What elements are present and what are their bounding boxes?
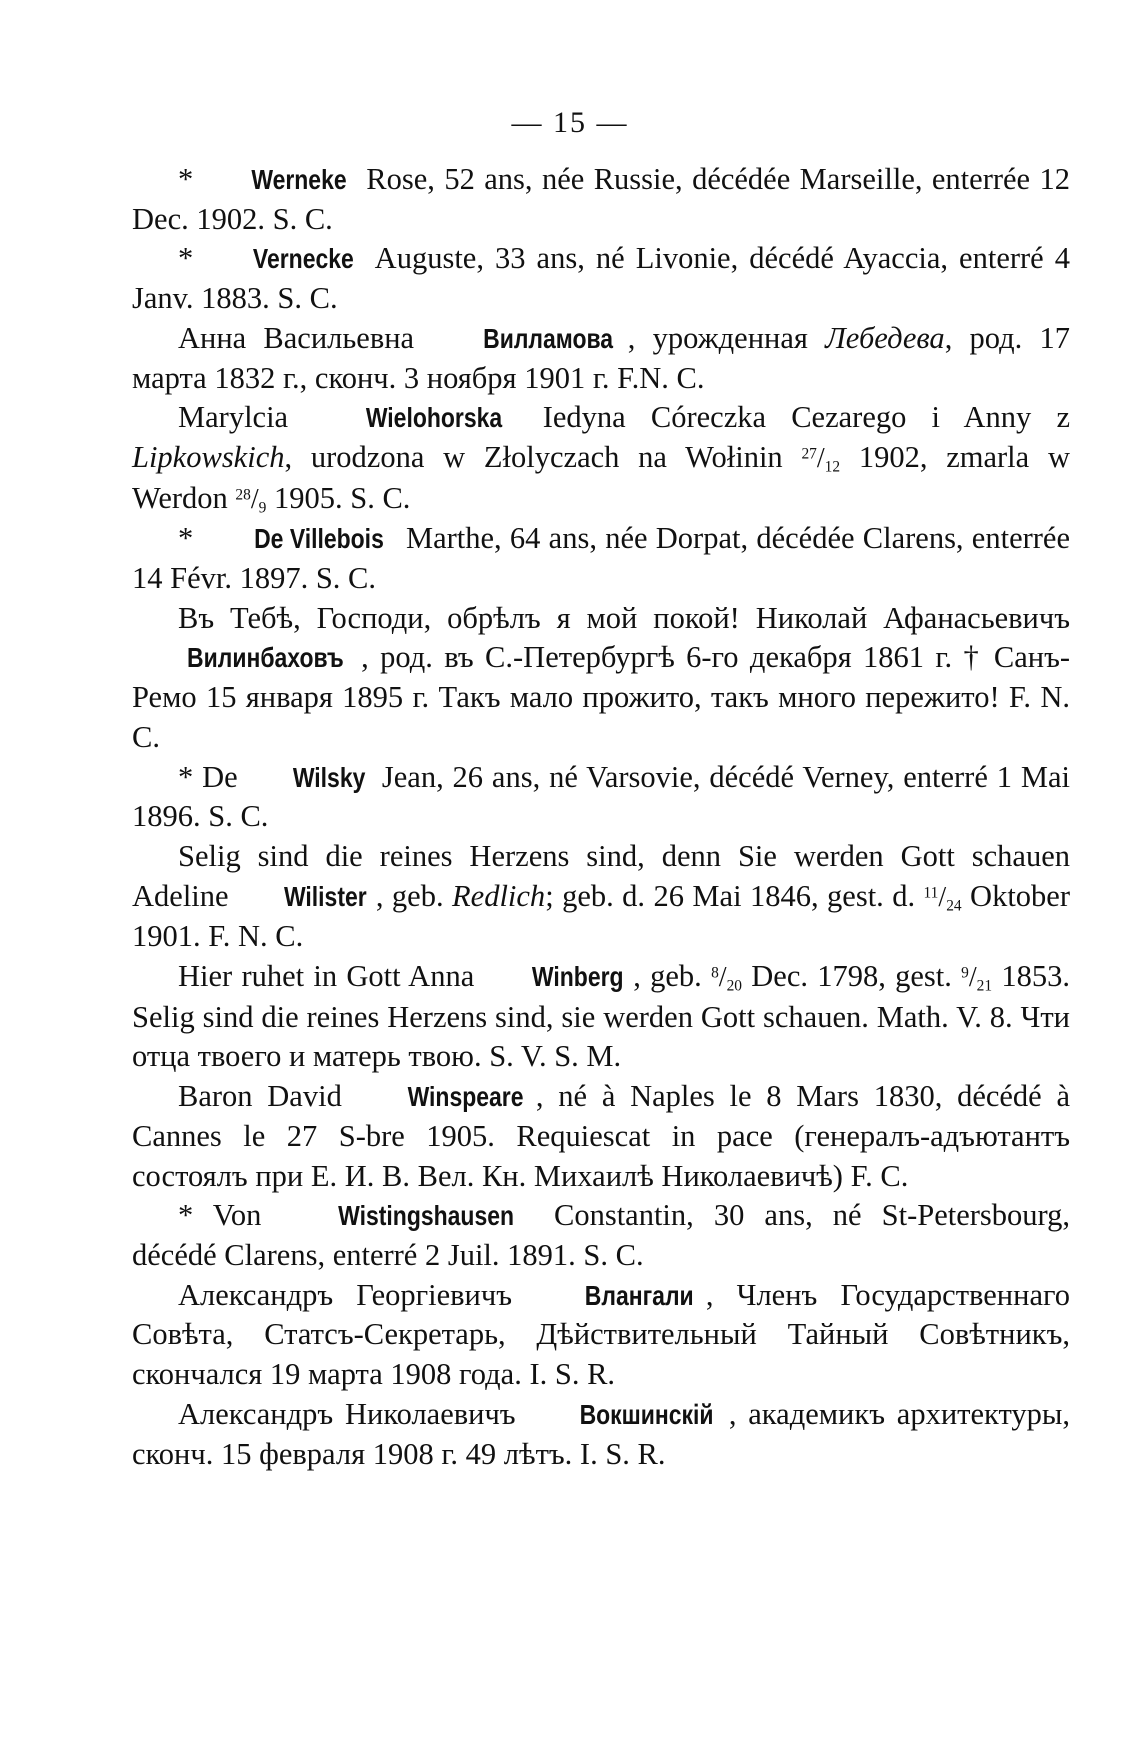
entry-prefix: * De [178,759,247,794]
entry-prefix: * [178,162,203,196]
surname: Vernecke [253,243,355,275]
surname: Влангали [584,1279,694,1311]
surname: Wistingshausen [338,1200,515,1232]
entry-wilister [132,837,1070,957]
entry-text: , академикъ архитектуры, сконч. 15 февраля 1908 г. 49 лѣтъ. I. S. R. [132,1396,1070,1471]
entry-wilsky [132,758,1070,837]
date-fraction: $^{27}/_{12}$ [801,442,841,476]
entry-text: Marthe, 64 ans, née Dorpat, décédée Clarens, enterrée 14 Févr. 1897. S. C. [132,521,1070,596]
entry-prefix: Selig sind die reines Herzens sind, denn Sie werden Gott schauen Adeline [132,838,1070,913]
entry-wistingshausen [132,1196,1070,1275]
maiden-name: Лебедева [825,320,945,355]
entry-text-3: 1853. Selig sind die reines Herzens sind, sie werden Gott schauen. Math. V. 8. Чти отца твоего и матерь твою. S. V. S. M. [132,959,1070,1074]
surname: Winberg [531,961,624,993]
entry-text: Jean, 26 ans, né Varsovie, décédé Verney, enterré 1 Mai 1896. S. C. [132,759,1070,834]
entry-wielohorska [132,398,1070,519]
maiden-name: Redlich [452,878,546,913]
date-fraction: $^{11}/_{24}$ [923,881,962,915]
entry-text: , урожденная [627,320,826,355]
entry-prefix: Анна Васильевна [178,320,432,355]
date-fraction: $^{28}/_9$ [235,483,267,517]
entry-prefix: Александръ Георгіевичъ [178,1277,536,1312]
maiden-name: Lipkowskich [132,439,285,474]
entry-text: , Членъ Государственнаго Совѣта, Статсъ-Секретарь, Дѣйствительный Тайный Совѣтникъ, скончался 19 марта 1908 года. I. S. R. [132,1277,1070,1392]
entry-text: , geb. [375,878,453,913]
entry-winberg [132,957,1070,1077]
surname: Wilister [283,880,367,912]
entry-text-2: , род. 17 марта 1832 г., сконч. 3 ноября 1901 г. F.N. C. [132,320,1070,395]
date-fraction: $^9/_{21}$ [961,962,993,995]
entry-prefix: Александръ Николаевичъ [178,1396,528,1431]
entry-de-villebois [132,519,1070,598]
entry-vernecke [132,239,1070,318]
surname: Вилинбаховъ [187,642,344,674]
entry-prefix: Hier ruhet in Gott Anna [178,959,484,994]
entry-villamova [132,319,1070,398]
entry-prefix: Въ Тебѣ, Господи, обрѣлъ я мой покой! Николай Афанасьевичъ [178,600,1070,635]
surname: Wielohorska [366,402,503,434]
surname: Winspeare [407,1081,524,1113]
page-number: — 15 — [511,106,629,139]
entry-vokshinsky [132,1395,1070,1474]
entry-werneke [132,160,1070,239]
entry-text: Constantin, 30 ans, né St-Petersbourg, décédé Clarens, enterré 2 Juil. 1891. S. C. [132,1198,1071,1272]
entry-prefix: * [178,241,205,276]
entry-text: , род. въ С.-Петербургѣ 6-го декабря 1861 г. † Санъ-Ремо 15 января 1895 г. Такъ мало прожито, такъ много пережито! F. N. C. [132,640,1070,754]
obituary-list [132,160,1070,1474]
entry-text-3: 1902, zmarla w Werdon [132,439,1070,515]
surname: Вокшинскій [579,1398,714,1430]
entry-text: Auguste, 33 ans, né Livonie, décédé Ayaccia, enterré 4 Janv. 1883. S. C. [132,241,1071,316]
entry-text: Iedyna Córeczka Cezarego i Anny z [517,400,1071,435]
entry-prefix: Marylcia [178,400,314,435]
entry-text-3: Oktober 1901. F. N. C. [132,878,1070,954]
entry-winspeare [132,1077,1070,1196]
entry-vlangali [132,1276,1070,1395]
entry-text: , geb. [633,959,712,994]
entry-text: , né à Naples le 8 Mars 1830, décédé à Cannes le 27 S-bre 1905. Requiescat in pace (генералъ-адъютантъ состоялъ при Е. И. В. Вел. Кн. Михаилѣ Николаевичѣ) F. C. [132,1079,1070,1193]
entry-text-2: Dec. 1798, gest. [742,959,962,994]
entry-vilinbakhov [132,599,1070,758]
surname: Wilsky [292,761,365,793]
surname: De Villebois [253,523,384,555]
entry-text-4: 1905. S. C. [266,480,411,515]
surname: Вилламова [483,322,614,354]
entry-prefix: Baron David [178,1079,357,1114]
entry-text-2: , urodzona w Złolyczach na Wołinin [284,439,802,474]
entry-text-2: ; geb. d. 26 Mai 1846, gest. d. [545,878,924,913]
date-fraction: $^8/_{20}$ [711,962,742,995]
entry-prefix: * [178,521,202,556]
entry-prefix: * Von [178,1198,282,1233]
entry-text: Rose, 52 ans, née Russie, décédée Marseille, enterrée 12 Dec. 1902. S. C. [132,162,1070,236]
surname: Werneke [250,164,347,195]
